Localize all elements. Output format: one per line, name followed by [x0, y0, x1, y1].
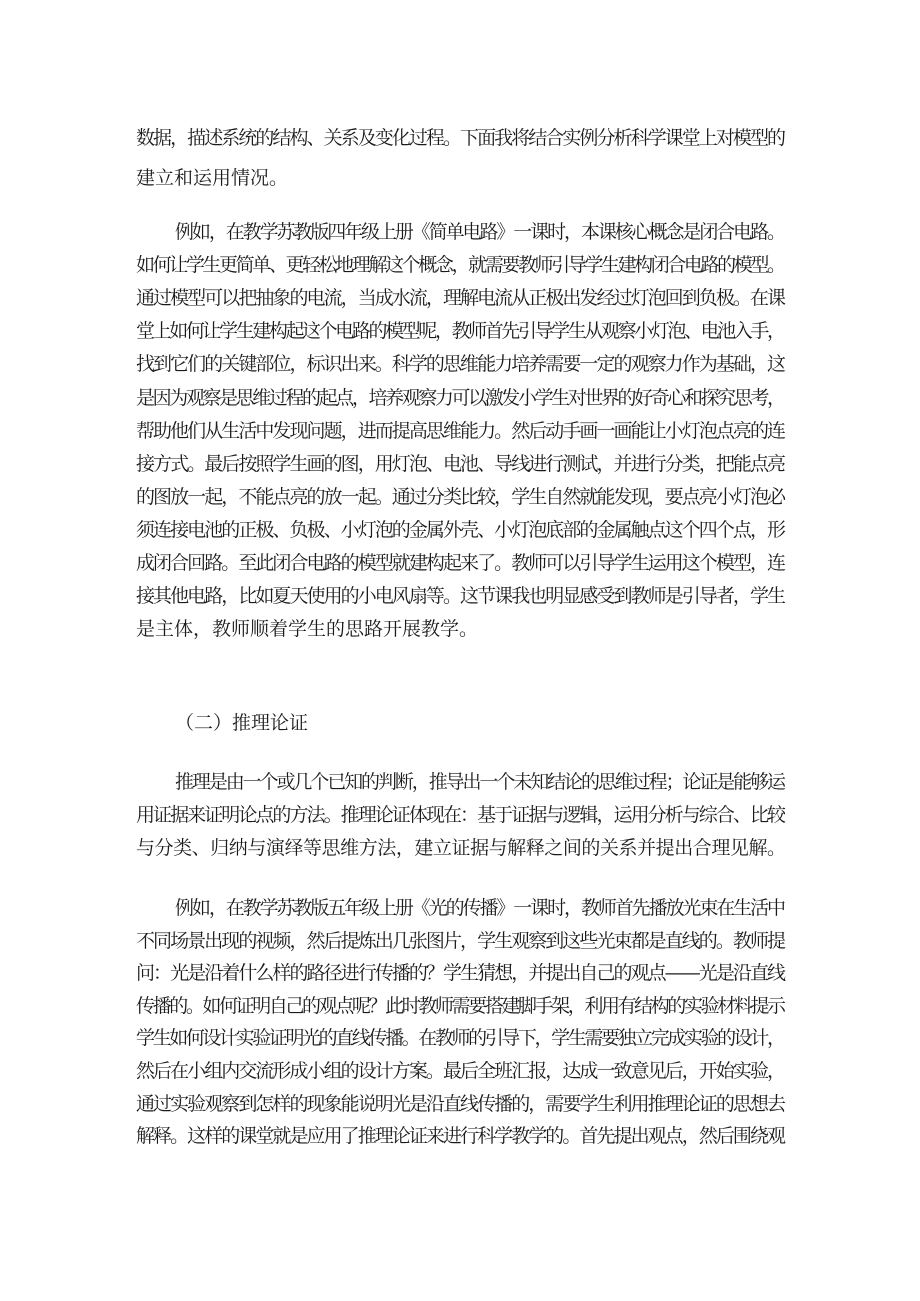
text-line: 问：光是沿着什么样的路径进行传播的？学生猜想，并提出自己的观点——光是沿直线	[136, 962, 785, 984]
text-line: 帮助他们从生活中发现问题，进而提高思维能力。然后动手画一画能让小灯泡点亮的连	[136, 420, 785, 442]
text-line: 是因为观察是思维过程的起点，培养观察力可以激发小学生对世界的好奇心和探究思考，	[136, 387, 784, 409]
text-line: 接方式。最后按照学生画的图，用灯泡、电池、导线进行测试，并进行分类，把能点亮	[136, 453, 785, 475]
text-line: 堂上如何让学生建构起这个电路的模型呢，教师首先引导学生从观察小灯泡、电池入手，	[136, 320, 784, 342]
text-line: 用证据来证明论点的方法。推理论证体现在：基于证据与逻辑，运用分析与综合、比较	[136, 804, 785, 826]
text-line: 解释。这样的课堂就是应用了推理论证来进行科学教学的。首先提出观点，然后围绕观	[136, 1125, 785, 1147]
text-line: 数据，描述系统的结构、关系及变化过程。下面我将结合实例分析科学课堂上对模型的	[136, 127, 785, 149]
text-line: 如何让学生更简单、更轻松地理解这个概念，就需要教师引导学生建构闭合电路的模型。	[136, 254, 784, 276]
text-line: 与分类、归纳与演绎等思维方法，建立证据与解释之间的关系并提出合理见解。	[136, 837, 786, 859]
text-line: 推理是由一个或几个已知的判断，推导出一个未知结论的思维过程；论证是能够运	[175, 771, 784, 793]
text-line: 例如，在教学苏教版四年级上册《简单电路》一课时，本课核心概念是闭合电路。	[175, 221, 784, 243]
text-line: 找到它们的关键部位，标识出来。科学的思维能力培养需要一定的观察力作为基础，这	[136, 353, 785, 375]
text-line: 学生如何设计实验证明光的直线传播。在教师的引导下，学生需要独立完成实验的设计，	[136, 1027, 784, 1049]
text-line: 然后在小组内交流形成小组的设计方案。最后全班汇报，达成一致意见后，开始实验，	[136, 1060, 785, 1082]
text-line: 通过模型可以把抽象的电流，当成水流，理解电流从正极出发经过灯泡回到负极。在课	[136, 287, 785, 309]
text-line: 传播的。如何证明自己的观点呢？此时教师需要搭建脚手架，利用有结构的实验材料提示	[136, 995, 784, 1017]
text-line: 不同场景出现的视频，然后提炼出几张图片，学生观察到这些光束都是直线的。教师提	[136, 930, 785, 952]
text-line: 是主体，教师顺着学生的思路开展教学。	[136, 618, 479, 640]
text-line: 例如，在教学苏教版五年级上册《光的传播》一课时，教师首先播放光束在生活中	[175, 897, 784, 919]
text-line: 接其他电路，比如夏天使用的小电风扇等。这节课我也明显感受到教师是引导者，学生	[136, 585, 785, 607]
text-line: 须连接电池的正极、负极、小灯泡的金属外壳、小灯泡底部的金属触点这个四个点，形	[136, 519, 785, 541]
text-line: 成闭合回路。至此闭合电路的模型就建构起来了。教师可以引导学生运用这个模型，连	[136, 552, 785, 574]
text-line: 通过实验观察到怎样的现象能说明光是沿直线传播的，需要学生利用推理论证的思想去	[136, 1093, 785, 1115]
text-line: 建立和运用情况。	[136, 167, 289, 189]
text-line: （二）推理论证	[175, 712, 309, 734]
text-line: 的图放一起，不能点亮的放一起。通过分类比较，学生自然就能发现，要点亮小灯泡必	[136, 486, 785, 508]
